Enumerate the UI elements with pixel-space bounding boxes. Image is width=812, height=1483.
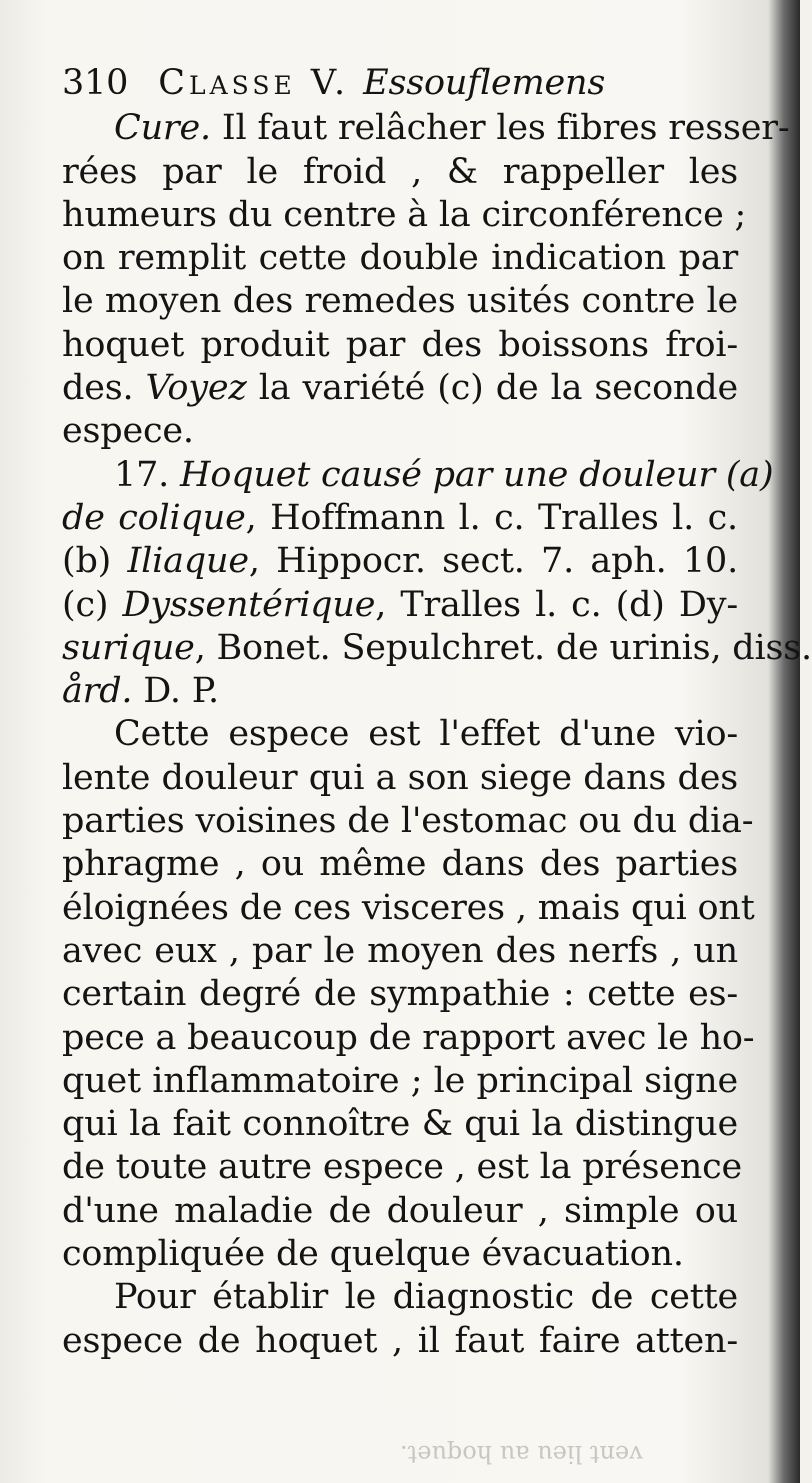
text-line: des. Voyez la variété (c) de la seconde [62, 368, 738, 409]
text-line: Pour établir le diagnostic de cette [114, 1277, 738, 1318]
text-line: Cure. Il faut relâcher les fibres resser- [114, 108, 790, 149]
text-line: d'une maladie de douleur , simple ou [62, 1190, 738, 1231]
topic-heading: Essouflemens [363, 63, 606, 103]
text-line: certain degré de sympathie : cette es- [62, 974, 738, 1015]
page-number: 310 [62, 63, 129, 103]
text-line: phragme , ou même dans des parties [62, 844, 738, 885]
text-line: compliquée de quelque évacuation. [62, 1234, 684, 1275]
text-line: rées par le froid , & rappeller les [62, 151, 738, 192]
text-line: (c) Dyssentérique, Tralles l. c. (d) Dy- [62, 584, 738, 625]
text-line: qui la fait connoître & qui la distingue [62, 1104, 738, 1145]
bleed-through-text: vent lieu au hoquet. [400, 1440, 643, 1468]
page-text [62, 62, 812, 1363]
text-line: hoquet produit par des boissons froi- [62, 324, 738, 365]
text-line: lente douleur qui a son siege dans des [62, 757, 738, 798]
class-heading: Classe V. [158, 63, 350, 103]
text-line: de toute autre espece , est la présence [62, 1147, 742, 1188]
text-line: de colique, Hoffmann l. c. Tralles l. c. [62, 497, 738, 538]
text-line: (b) Iliaque, Hippocr. sect. 7. aph. 10. [62, 541, 739, 582]
text-line: 17. Hoquet causé par une douleur (a) [114, 454, 774, 495]
text-line: humeurs du centre à la circonférence ; [62, 194, 747, 235]
text-line: espece. [62, 411, 194, 452]
text-line: on remplit cette double indication par [62, 238, 738, 279]
text-line: Cette espece est l'effet d'une vio- [114, 714, 738, 755]
text-line: éloignées de ces visceres , mais qui ont [62, 887, 755, 928]
text-line: espece de hoquet , il faut faire atten- [62, 1320, 738, 1361]
text-line: parties voisines de l'estomac ou du dia- [62, 801, 754, 842]
text-line: quet inflammatoire ; le principal signe [62, 1060, 738, 1101]
running-header [62, 62, 738, 105]
text-line: surique, Bonet. Sepulchret. de urinis, diss. [62, 627, 812, 668]
text-line: ård. D. P. [62, 671, 219, 712]
text-line: pece a beaucoup de rapport avec le ho- [62, 1017, 755, 1058]
text-line: le moyen des remedes usités contre le [62, 281, 738, 322]
text-line: avec eux , par le moyen des nerfs , un [62, 930, 738, 971]
